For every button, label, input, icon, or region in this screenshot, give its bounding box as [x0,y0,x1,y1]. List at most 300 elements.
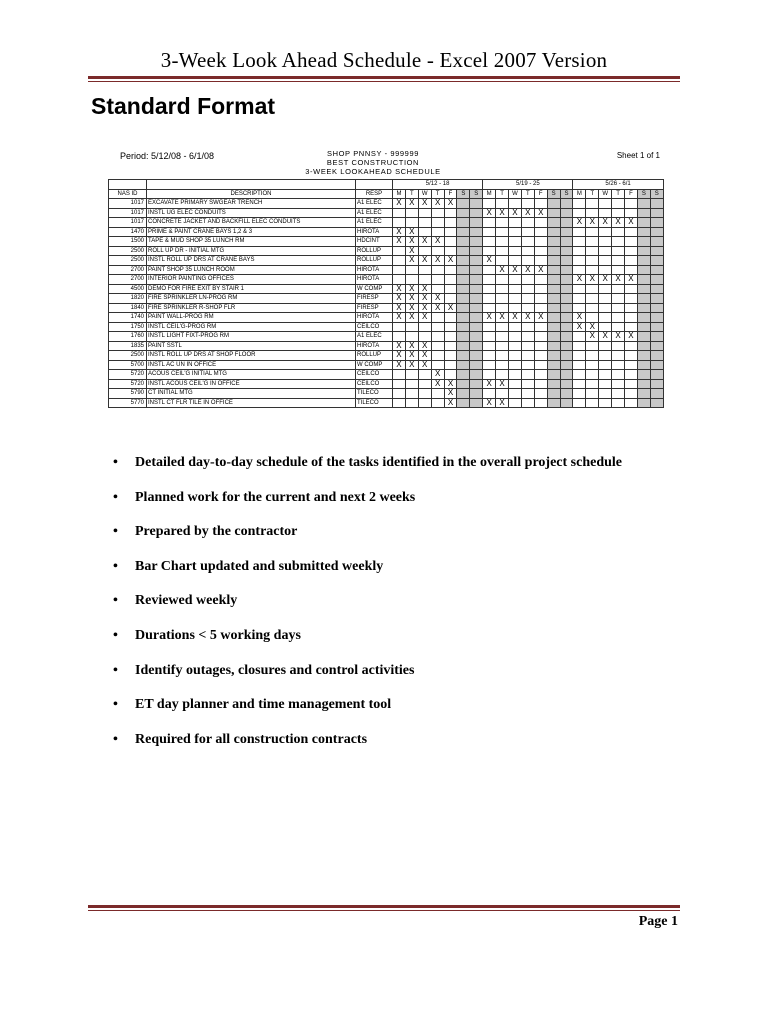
section-heading: Standard Format [91,93,276,119]
day-cell [457,313,470,323]
activity-id-cell: 1835 [109,341,147,351]
day-cell [393,332,406,342]
day-cell: X [405,237,418,247]
day-cell [405,370,418,380]
day-cell [509,360,522,370]
day-cell [470,303,483,313]
day-cell: X [405,246,418,256]
day-cell [534,389,547,399]
day-cell [393,370,406,380]
day-cell [496,341,509,351]
day-cell [444,332,457,342]
responsible-cell: CEILCO [356,379,393,389]
day-cell [650,256,663,266]
day-cell [431,360,444,370]
day-cell: X [444,398,457,408]
day-cell: X [418,303,431,313]
day-cell [431,246,444,256]
day-cell [418,379,431,389]
day-cell [470,256,483,266]
day-cell [534,218,547,228]
day-cell [547,284,560,294]
day-cell [625,341,638,351]
day-cell [521,379,534,389]
day-cell [496,227,509,237]
day-cell: X [393,351,406,361]
week-header: 5/12 - 18 [393,180,483,190]
day-cell [547,208,560,218]
day-cell [586,303,599,313]
day-cell: X [444,256,457,266]
day-cell [457,332,470,342]
day-cell: X [625,332,638,342]
responsible-cell: W COMP [356,284,393,294]
table-row [109,360,664,370]
day-cell [509,218,522,228]
day-cell [509,332,522,342]
table-row [109,294,664,304]
day-cell: X [586,275,599,285]
day-cell [509,256,522,266]
day-cell: X [573,322,586,332]
day-cell [560,218,573,228]
day-cell [599,370,612,380]
day-cell: X [573,275,586,285]
day-cell [496,322,509,332]
day-cell [573,199,586,209]
day-cell: X [612,332,625,342]
day-cell [496,284,509,294]
day-cell [637,227,650,237]
day-cell: X [418,360,431,370]
day-cell [650,218,663,228]
day-cell [496,351,509,361]
day-header: S [650,189,663,199]
day-cell [496,370,509,380]
day-cell [457,322,470,332]
day-cell [547,275,560,285]
blank-header-cell [109,180,147,190]
day-cell [431,398,444,408]
day-cell [637,246,650,256]
day-cell [586,379,599,389]
day-cell [650,265,663,275]
description-cell: INSTL ROLL UP DRS AT CRANE BAYS [147,256,356,266]
day-cell [586,265,599,275]
day-cell [547,237,560,247]
day-cell [483,246,496,256]
table-row [109,398,664,408]
description-cell: INSTL ACOUS CEIL'G IN OFFICE [147,379,356,389]
day-cell: X [418,341,431,351]
day-cell [405,218,418,228]
table-row [109,227,664,237]
day-cell: X [586,218,599,228]
day-cell: X [405,303,418,313]
day-cell [612,284,625,294]
day-cell [393,389,406,399]
day-cell: X [405,294,418,304]
day-cell [586,256,599,266]
day-cell [470,246,483,256]
day-cell: X [393,360,406,370]
day-cell [547,313,560,323]
day-cell [509,303,522,313]
day-cell [431,351,444,361]
day-cell [496,332,509,342]
day-cell [431,284,444,294]
bullet-text: Durations < 5 working days [135,627,301,643]
day-cell [534,237,547,247]
day-cell: X [418,351,431,361]
activity-id-cell: 2500 [109,351,147,361]
day-cell [457,199,470,209]
responsible-cell: A1 ELEC [356,332,393,342]
day-cell [534,227,547,237]
day-cell: X [405,284,418,294]
day-cell [534,379,547,389]
day-cell [483,322,496,332]
day-cell [431,313,444,323]
day-cell [521,360,534,370]
day-cell: X [483,256,496,266]
day-header: T [612,189,625,199]
table-row [109,313,664,323]
day-cell: X [393,294,406,304]
day-cell [534,341,547,351]
day-cell [573,256,586,266]
responsible-cell: W COMP [356,360,393,370]
day-cell [612,227,625,237]
day-cell [470,208,483,218]
day-cell [534,370,547,380]
day-header: S [547,189,560,199]
header-rule-thin [88,81,680,82]
day-cell [650,237,663,247]
day-cell [612,389,625,399]
day-cell: X [405,341,418,351]
day-cell [637,275,650,285]
day-cell [560,246,573,256]
responsible-cell: FIRESP [356,303,393,313]
day-cell [431,265,444,275]
day-cell [547,265,560,275]
day-cell [418,208,431,218]
bullet-list [113,455,622,766]
day-cell: X [393,341,406,351]
day-cell [496,256,509,266]
day-cell [483,389,496,399]
day-cell [637,313,650,323]
day-cell [457,265,470,275]
day-cell [534,360,547,370]
responsible-cell: ROLLUP [356,351,393,361]
day-cell [483,360,496,370]
day-cell [509,237,522,247]
day-cell [509,199,522,209]
table-row [109,265,664,275]
day-cell [521,227,534,237]
day-cell [393,256,406,266]
day-cell [431,322,444,332]
day-cell: X [483,313,496,323]
table-row [109,284,664,294]
day-cell [509,389,522,399]
day-cell: X [483,379,496,389]
activity-id-cell: 2500 [109,256,147,266]
day-cell: X [521,265,534,275]
responsible-cell: ROLLUP [356,246,393,256]
description-cell: PAINT SSTL [147,341,356,351]
day-cell [496,303,509,313]
day-cell [650,275,663,285]
day-cell [457,284,470,294]
day-cell: X [418,256,431,266]
activity-id-cell: 5700 [109,360,147,370]
responsible-cell: HIROTA [356,265,393,275]
day-cell [612,322,625,332]
description-cell: CONCRETE JACKET AND BACKFILL ELEC CONDUITS [147,218,356,228]
day-cell [625,256,638,266]
day-cell [521,218,534,228]
activity-id-cell: 2700 [109,275,147,285]
day-cell: X [599,275,612,285]
sheet-number: Sheet 1 of 1 [616,151,660,160]
day-cell [637,370,650,380]
day-cell [405,265,418,275]
day-cell: X [573,313,586,323]
day-cell [586,389,599,399]
responsible-cell: A1 ELEC [356,199,393,209]
day-cell [483,351,496,361]
day-cell [534,284,547,294]
day-cell [625,389,638,399]
day-header: T [496,189,509,199]
day-cell: X [444,389,457,399]
day-cell [599,246,612,256]
bullet-item [113,732,622,767]
day-cell [612,351,625,361]
bullet-item [113,593,622,628]
day-cell [483,227,496,237]
blank-header-cell [356,180,393,190]
description-cell: INSTL AC UN IN OFFICE [147,360,356,370]
day-cell [650,370,663,380]
day-cell [457,360,470,370]
activity-id-cell: 1470 [109,227,147,237]
day-cell [521,398,534,408]
day-cell: X [573,218,586,228]
day-cell [586,208,599,218]
day-cell: X [444,379,457,389]
responsible-cell: A1 ELEC [356,208,393,218]
day-cell [444,237,457,247]
bullet-text: Prepared by the contractor [135,524,298,540]
day-cell [405,379,418,389]
day-cell: X [393,227,406,237]
day-cell [483,303,496,313]
day-cell [470,237,483,247]
day-cell [509,370,522,380]
day-cell [547,389,560,399]
day-header: F [534,189,547,199]
day-cell [457,227,470,237]
day-cell [444,208,457,218]
day-cell [418,322,431,332]
day-cell [509,379,522,389]
day-cell [483,237,496,247]
day-cell: X [405,313,418,323]
day-cell: X [393,313,406,323]
day-cell [560,398,573,408]
day-cell: X [496,398,509,408]
day-cell [547,227,560,237]
day-cell [573,398,586,408]
day-cell [650,313,663,323]
day-cell [650,294,663,304]
day-header: M [573,189,586,199]
id-column-header: NAS ID [109,189,147,199]
day-cell [483,199,496,209]
day-cell [405,332,418,342]
day-cell: X [418,199,431,209]
day-cell: X [444,303,457,313]
blank-header-cell [147,180,356,190]
day-cell [612,379,625,389]
day-header-row [109,189,664,199]
description-cell: PRIME & PAINT CRANE BAYS 1,2 & 3 [147,227,356,237]
day-cell [470,360,483,370]
day-cell [612,199,625,209]
day-cell [521,199,534,209]
bullet-text: Reviewed weekly [135,593,238,609]
day-cell [599,303,612,313]
day-cell [470,284,483,294]
day-cell [444,284,457,294]
resp-column-header: RESP [356,189,393,199]
table-row [109,208,664,218]
day-cell [393,398,406,408]
day-header: S [457,189,470,199]
bullet-item [113,490,622,525]
day-cell [393,246,406,256]
schedule-table [108,179,664,408]
day-cell [560,322,573,332]
day-cell [470,218,483,228]
day-cell [444,294,457,304]
day-cell [599,294,612,304]
day-cell [547,351,560,361]
day-cell [496,237,509,247]
day-cell [547,360,560,370]
day-header: W [509,189,522,199]
day-cell [547,199,560,209]
day-cell [625,199,638,209]
day-cell: X [431,294,444,304]
day-cell: X [599,332,612,342]
day-cell [457,398,470,408]
day-cell [509,398,522,408]
day-cell: X [599,218,612,228]
day-cell [637,341,650,351]
day-cell [521,294,534,304]
activity-id-cell: 1740 [109,313,147,323]
day-cell [457,351,470,361]
day-cell [418,370,431,380]
day-cell [612,360,625,370]
day-cell [560,208,573,218]
day-cell [637,360,650,370]
day-cell [586,284,599,294]
day-header: T [586,189,599,199]
header-rule [88,76,680,79]
day-header: M [393,189,406,199]
description-cell: INSTL LIGHT FIXT-PROG RM [147,332,356,342]
day-cell [534,351,547,361]
day-cell [612,256,625,266]
day-cell [637,218,650,228]
day-cell [560,389,573,399]
day-cell [625,322,638,332]
day-cell [599,351,612,361]
day-cell: X [405,351,418,361]
day-cell [521,256,534,266]
day-cell [405,398,418,408]
day-cell [483,284,496,294]
day-cell [560,379,573,389]
day-cell [586,246,599,256]
day-cell [560,303,573,313]
day-cell [599,389,612,399]
day-cell: X [625,275,638,285]
day-cell [625,370,638,380]
bullet-item [113,697,622,732]
bullet-dot-icon: • [113,662,118,678]
day-cell [650,341,663,351]
day-cell [573,227,586,237]
day-cell [521,237,534,247]
activity-id-cell: 1760 [109,332,147,342]
day-cell [470,389,483,399]
bullet-item [113,559,622,594]
day-cell [612,208,625,218]
day-cell [483,265,496,275]
day-cell [625,303,638,313]
table-row [109,332,664,342]
responsible-cell: CEILCO [356,322,393,332]
day-cell [470,275,483,285]
schedule-header [108,150,662,179]
day-cell [521,275,534,285]
bullet-text: Identify outages, closures and control activities [135,662,415,678]
day-cell [625,360,638,370]
day-cell [509,341,522,351]
day-cell [637,294,650,304]
day-cell [599,237,612,247]
day-cell [521,389,534,399]
day-cell [573,370,586,380]
day-cell: X [431,237,444,247]
day-cell [560,332,573,342]
responsible-cell: HIROTA [356,341,393,351]
day-cell [637,322,650,332]
day-cell [470,199,483,209]
day-cell: X [534,208,547,218]
day-cell [483,294,496,304]
table-row [109,379,664,389]
day-cell [573,351,586,361]
day-cell [573,284,586,294]
